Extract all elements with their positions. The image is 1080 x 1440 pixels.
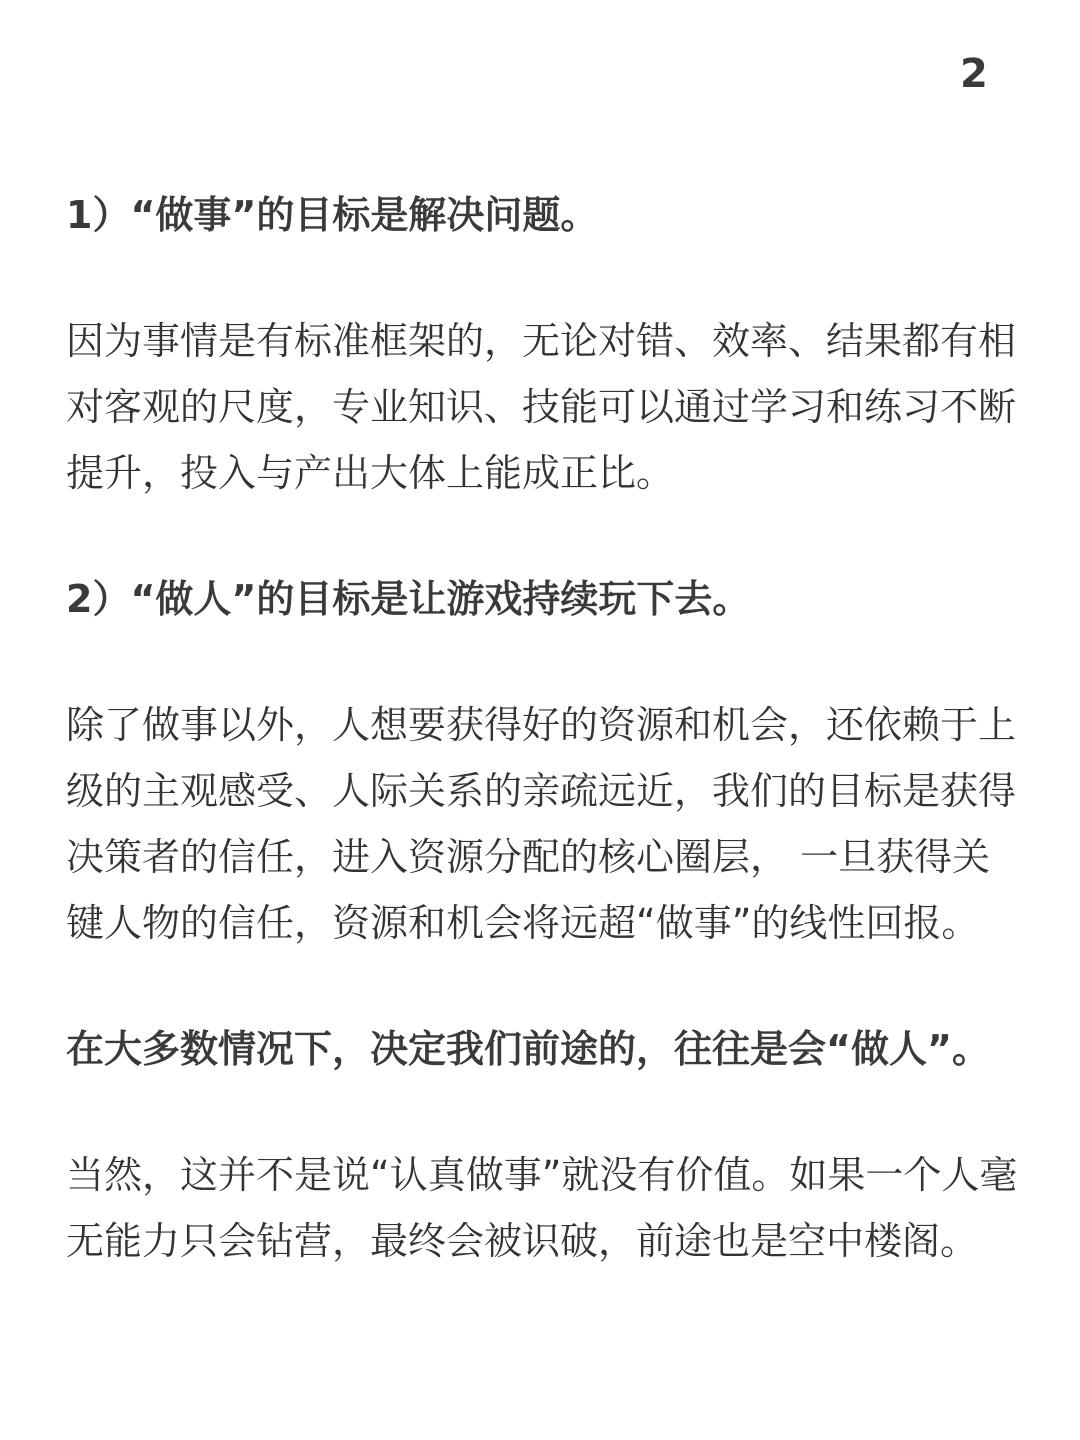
paragraph-2: 除了做事以外，人想要获得好的资源和机会，还依赖于上级的主观感受、人际关系的亲疏远近，我们的目标是获得决策者的信任，进入资源分配的核心圈层， 一旦获得关键人物的信任，资源和机会将远超“做事”的线性回报。 — [66, 703, 1017, 945]
section-heading-1: 1）“做事”的目标是解决问题。 — [66, 193, 599, 237]
page-number: 2 — [960, 51, 988, 97]
section-heading-2: 2）“做人”的目标是让游戏持续玩下去。 — [66, 577, 751, 621]
article-body — [66, 182, 1026, 1274]
emphasis-statement: 在大多数情况下，决定我们前途的，往往是会“做人”。 — [66, 1027, 990, 1071]
paragraph-1: 因为事情是有标准框架的，无论对错、效率、结果都有相对客观的尺度，专业知识、技能可以通过学习和练习不断提升，投入与产出大体上能成正比。 — [66, 319, 1017, 495]
paragraph-3: 当然，这并不是说“认真做事”就没有价值。如果一个人毫无能力只会钻营，最终会被识破，前途也是空中楼阁。 — [66, 1153, 1018, 1263]
